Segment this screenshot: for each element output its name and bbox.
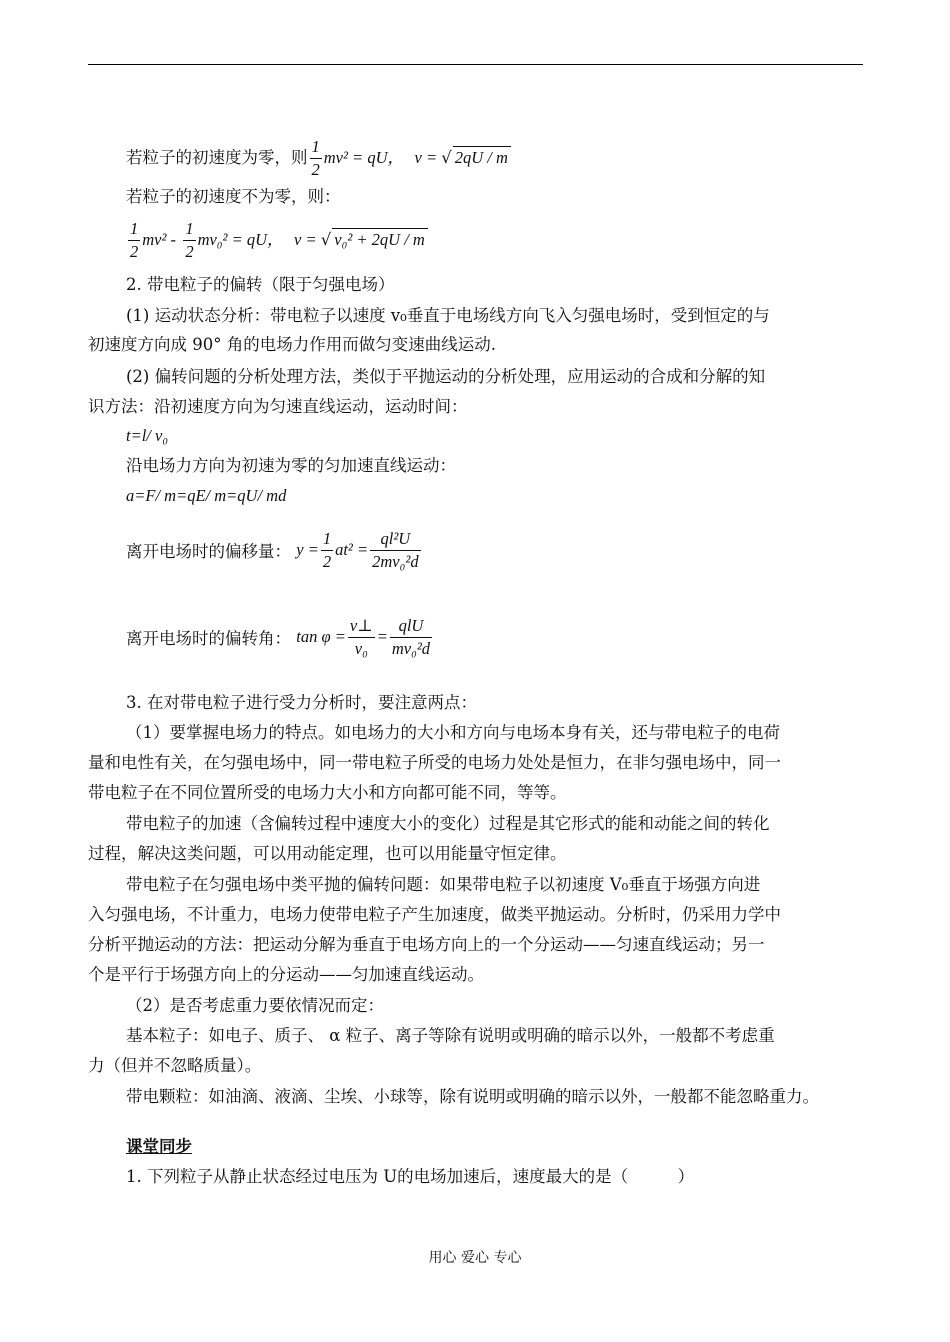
question-1: 1. 下列粒子从静止状态经过电压为 U的电场加速后，速度最大的是（ ） bbox=[126, 1167, 695, 1186]
eq-deflection-angle: 离开电场时的偏转角： tan φ = $\frac{v\perp}{\text{v₀}}$ = $\frac{\text{qlU}}{\text{mv₀²d}}$ bbox=[126, 616, 431, 658]
text: 离开电场时的偏转角： bbox=[126, 629, 291, 648]
paragraph: 基本粒子：如电子、质子、 α 粒子、离子等除有说明或明确的暗示以外，一般都不考虑重 bbox=[126, 1026, 775, 1045]
eq-time: t=l/ v₀ bbox=[126, 426, 169, 445]
paragraph: 个是平行于场强方向上的分运动——匀加速直线运动。 bbox=[88, 965, 484, 984]
paragraph: (1) 运动状态分析：带电粒子以速度 v₀垂直于电场线方向飞入匀强电场时，受到恒定的与 bbox=[126, 306, 770, 325]
paragraph: 入匀强电场，不计重力，电场力使带电粒子产生加速度，做类平抛运动。分析时，仍采用力学中 bbox=[88, 905, 781, 924]
heading-deflection: 2. 带电粒子的偏转（限于匀强电场） bbox=[126, 275, 395, 294]
paragraph: 量和电性有关，在匀强电场中，同一带电粒子所受的电场力处处是恒力，在非匀强电场中，同一 bbox=[88, 753, 781, 772]
eq-nonzero-initial-velocity: $\frac{1}{2}$ mv² - $\frac{1}{2}$ mv₀² = qU， v = √ v₀² + 2qU / m bbox=[126, 218, 428, 263]
page-footer: 用心 爱心 专心 bbox=[428, 1250, 522, 1266]
fraction-half: $\frac{1}{2}$ bbox=[130, 219, 139, 261]
eq-acceleration: a=F/ m=qE/ m=qU/ md bbox=[126, 486, 287, 505]
fraction-displacement: $\frac{\text{ql²U}}{\text{2mv₀²d}}$ bbox=[372, 529, 419, 571]
eq-zero-initial-velocity: 若粒子的初速度为零，则 $\frac{1}{2}$ mv² = qU， v = √ 2qU / m bbox=[126, 136, 511, 181]
paragraph: 初速度方向成 90° 角的电场力作用而做匀变速曲线运动. bbox=[88, 335, 496, 354]
heading-force-analysis: 3. 在对带电粒子进行受力分析时，要注意两点： bbox=[126, 693, 477, 712]
eq-displacement: 离开电场时的偏移量： y = $\frac{1}{2}$ at² = $\frac{\text{ql²U}}{\text{2mv₀²d}}$ bbox=[126, 529, 419, 571]
fraction-half: $\frac{1}{2}$ bbox=[322, 529, 332, 571]
paragraph: 沿电场力方向为初速为零的匀加速直线运动： bbox=[126, 456, 456, 475]
fraction-half: $\frac{1}{2}$ bbox=[185, 219, 194, 261]
paragraph: 带电粒子在匀强电场中类平抛的偏转问题：如果带电粒子以初速度 V₀垂直于场强方向进 bbox=[126, 875, 761, 894]
text: 若粒子的初速度为零，则 bbox=[126, 148, 308, 167]
paragraph: 力（但并不忽略质量）。 bbox=[88, 1056, 262, 1075]
paragraph: （1）要掌握电场力的特点。如电场力的大小和方向与电场本身有关，还与带电粒子的电荷 bbox=[126, 723, 780, 742]
paragraph: 若粒子的初速度不为零，则： bbox=[126, 187, 341, 206]
fraction-half: $\frac{1}{2}$ bbox=[311, 137, 320, 179]
fraction-velocity: $\frac{v\perp}{\text{v₀}}$ bbox=[349, 616, 373, 658]
paragraph: 过程，解决这类问题，可以用动能定理，也可以用能量守恒定律。 bbox=[88, 844, 567, 863]
paragraph: 带电颗粒：如油滴、液滴、尘埃、小球等，除有说明或明确的暗示以外，一般都不能忽略重力。 bbox=[126, 1087, 819, 1106]
paragraph: （2）是否考虑重力要依情况而定： bbox=[126, 996, 384, 1015]
paragraph: (2) 偏转问题的分析处理方法，类似于平抛运动的分析处理，应用运动的合成和分解的知 bbox=[126, 367, 766, 386]
paragraph: 带电粒子在不同位置所受的电场力大小和方向都可能不同，等等。 bbox=[88, 783, 567, 802]
section-title: 课堂同步 bbox=[126, 1137, 192, 1156]
paragraph: 带电粒子的加速（含偏转过程中速度大小的变化）过程是其它形式的能和动能之间的转化 bbox=[126, 814, 770, 833]
text: 离开电场时的偏移量： bbox=[126, 542, 291, 561]
fraction-angle: $\frac{\text{qlU}}{\text{mv₀²d}}$ bbox=[391, 616, 431, 658]
paragraph: 分析平抛运动的方法：把运动分解为垂直于电场方向上的一个分运动——匀速直线运动；另一 bbox=[88, 935, 765, 954]
header-rule bbox=[88, 64, 863, 65]
paragraph: 识方法：沿初速度方向为匀速直线运动，运动时间： bbox=[88, 397, 468, 416]
